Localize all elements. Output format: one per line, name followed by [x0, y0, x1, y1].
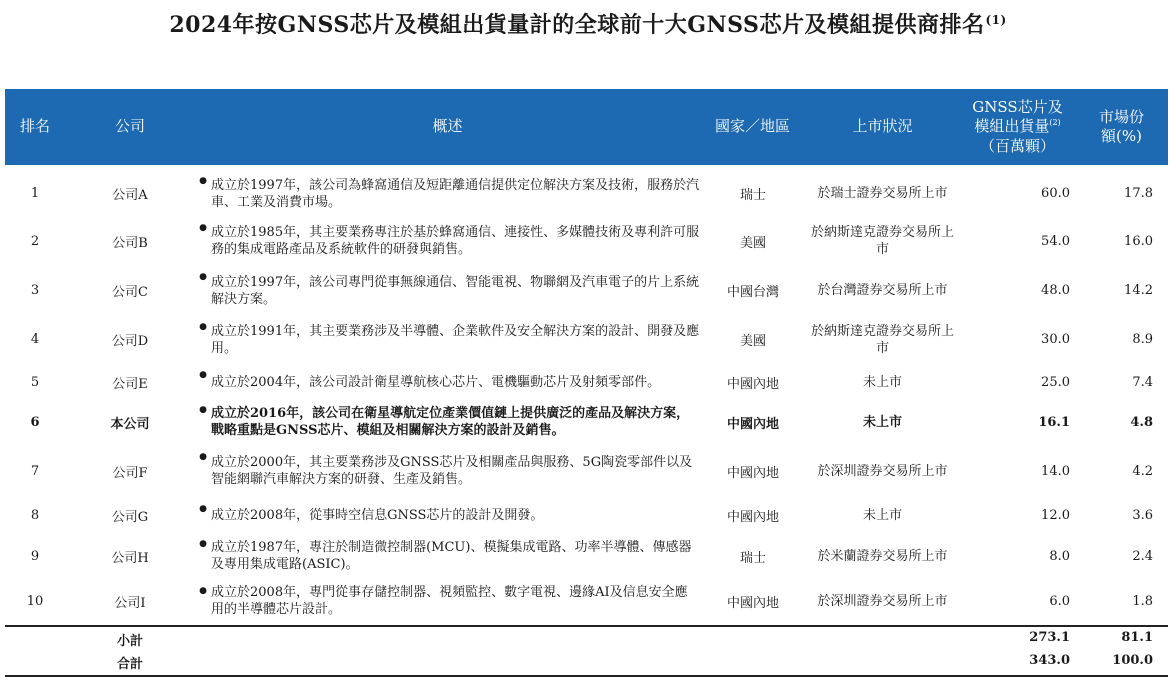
- table-header: [5, 89, 1168, 165]
- table-row: [5, 219, 1168, 263]
- description-text: 成立於2016年，該公司在衛星導航定位產業價值鏈上提供廣泛的產品及解決方案，戰略重點是GNSS芯片、模組及相關解決方案的設計及銷售。: [211, 406, 690, 438]
- description-text: 成立於2000年，其主要業務涉及GNSS芯片及相關產品與服務、5G陶瓷零部件以及智能網聯汽車解決方案的研發、生產及銷售。: [211, 455, 693, 487]
- rank-cell: 6: [30, 414, 40, 430]
- header-listing: 上市狀況: [852, 117, 913, 136]
- bullet-icon: ●: [199, 539, 207, 549]
- listing-cell: 未上市: [862, 507, 902, 523]
- table-row: [5, 448, 1168, 494]
- description-cell: [195, 268, 700, 313]
- listing-cell: 於深圳證券交易所上市: [817, 593, 948, 609]
- description-text: 成立於1997年，該公司專門從事無線通信、智能電視、物聯網及汽車電子的片上系統解決方案。: [211, 274, 700, 307]
- shipment-cell: 6.0: [1049, 593, 1070, 609]
- header-company: 公司: [114, 117, 145, 136]
- listing-cell: 於米蘭證券交易所上市: [817, 548, 948, 564]
- description-text: 成立於1985年，其主要業務專注於基於蜂窩通信、連接性、多媒體技術及專利許可服務的集成電路產品及系統軟件的研發與銷售。: [211, 225, 700, 257]
- header-share-line1: 市場份: [1098, 107, 1144, 126]
- header-shipment: [960, 89, 1075, 165]
- title-footnote: (1): [985, 12, 1007, 27]
- bullet-icon: ●: [199, 452, 207, 462]
- table-row: [5, 582, 1168, 620]
- subtotal-row: [5, 627, 1168, 649]
- title-text: 2024年按GNSS芯片及模組出貨量計的全球前十大GNSS芯片及模組提供商排名: [169, 12, 985, 38]
- total-row: [5, 650, 1168, 672]
- share-cell: 2.4: [1132, 548, 1153, 564]
- bullet-icon: ●: [199, 370, 207, 380]
- company-cell: 公司F: [112, 465, 148, 481]
- share-cell: 3.6: [1132, 507, 1153, 523]
- header-shipment-line2: 模組出貨量: [974, 117, 1050, 136]
- region-cell: 中國內地: [726, 595, 779, 611]
- description-cell: [195, 448, 700, 494]
- share-cell: 4.2: [1132, 463, 1153, 479]
- total-rule: [5, 675, 1168, 677]
- shipment-cell: 12.0: [1041, 507, 1070, 523]
- shipment-cell: 54.0: [1041, 233, 1070, 249]
- listing-cell: 於瑞士證券交易所上市: [817, 186, 948, 201]
- header-share-line2: 額(%): [1101, 127, 1142, 145]
- rank-cell: 7: [30, 463, 40, 479]
- total-shipment: 343.0: [1029, 653, 1070, 668]
- bullet-icon: ●: [199, 272, 207, 282]
- region-cell: 美國: [739, 235, 766, 251]
- rank-cell: 1: [30, 186, 40, 201]
- share-cell: 17.8: [1124, 186, 1153, 201]
- header-share: [1075, 89, 1168, 165]
- table-row: [5, 268, 1168, 313]
- region-cell: 中國內地: [726, 416, 779, 432]
- subtotal-share: 81.1: [1121, 630, 1153, 645]
- description-text: 成立於1997年，該公司為蜂窩通信及短距離通信提供定位解決方案及技術，服務於汽車、工業及消費市場。: [211, 177, 700, 210]
- subtotal-shipment: 273.1: [1029, 630, 1070, 645]
- listing-cell: 於納斯達克證券交易所上市: [810, 323, 954, 356]
- bullet-icon: ●: [199, 405, 207, 415]
- region-cell: 中國內地: [726, 376, 779, 392]
- header-region: 國家／地區: [714, 117, 790, 136]
- company-cell: 公司B: [112, 235, 148, 251]
- company-cell: 本公司: [110, 416, 150, 432]
- region-cell: 中國內地: [726, 509, 779, 525]
- shipment-cell: 25.0: [1041, 374, 1070, 390]
- company-cell: 公司G: [111, 509, 149, 525]
- region-cell: 中國內地: [726, 465, 779, 481]
- listing-cell: 未上市: [862, 374, 902, 390]
- company-cell: 公司I: [114, 595, 146, 611]
- bullet-icon: ●: [199, 322, 207, 332]
- description-text: 成立於1987年，專注於制造微控制器(MCU)、模擬集成電路、功率半導體、傳感器及專用集成電路(ASIC)。: [211, 540, 692, 572]
- shipment-cell: 8.0: [1049, 548, 1070, 564]
- description-text: 成立於2008年，從事時空信息GNSS芯片的設計及開發。: [211, 507, 544, 523]
- listing-cell: 於納斯達克證券交易所上市: [810, 225, 954, 257]
- company-cell: 公司E: [112, 376, 148, 392]
- share-cell: 8.9: [1132, 332, 1153, 347]
- description-cell: [195, 366, 700, 398]
- description-cell: [195, 500, 700, 530]
- shipment-cell: 30.0: [1041, 332, 1070, 347]
- region-cell: 美國: [739, 334, 766, 349]
- bullet-icon: ●: [199, 176, 207, 186]
- company-cell: 公司A: [112, 188, 148, 203]
- rank-cell: 3: [30, 283, 40, 298]
- company-cell: 公司H: [111, 550, 149, 566]
- company-cell: 公司D: [111, 334, 149, 349]
- table-row: [5, 500, 1168, 530]
- description-cell: [195, 535, 700, 577]
- shipment-cell: 48.0: [1041, 283, 1070, 298]
- rank-cell: 5: [30, 374, 40, 390]
- total-share: 100.0: [1112, 653, 1153, 668]
- rank-cell: 4: [30, 332, 40, 347]
- table-row: [5, 366, 1168, 398]
- listing-cell: 於台灣證券交易所上市: [817, 283, 948, 298]
- rank-cell: 9: [30, 548, 40, 564]
- listing-cell: 未上市: [862, 414, 902, 430]
- region-cell: 瑞士: [739, 550, 766, 566]
- description-cell: [195, 219, 700, 263]
- share-cell: 1.8: [1132, 593, 1153, 609]
- page-title: [0, 8, 1176, 39]
- header-shipment-line1: GNSS芯片及: [972, 97, 1063, 116]
- description-cell: [195, 401, 700, 443]
- company-cell: 公司C: [112, 285, 148, 300]
- region-cell: 瑞士: [739, 188, 766, 203]
- header-shipment-line3: （百萬顆）: [979, 136, 1055, 155]
- share-cell: 14.2: [1124, 283, 1153, 298]
- description-cell: [195, 318, 700, 361]
- header-shipment-note: (2): [1049, 118, 1061, 128]
- description-cell: [195, 172, 700, 215]
- share-cell: 16.0: [1124, 233, 1153, 249]
- subtotal-label: 小計: [116, 634, 143, 649]
- rank-cell: 2: [30, 233, 40, 249]
- region-cell: 中國台灣: [726, 285, 779, 300]
- bullet-icon: ●: [199, 504, 207, 514]
- rank-cell: 10: [26, 593, 44, 609]
- table-row: [5, 318, 1168, 361]
- description-text: 成立於2008年，專門從事存儲控制器、視頻監控、數字電視、邊緣AI及信息安全應用的半導體芯片設計。: [211, 585, 688, 617]
- share-cell: 7.4: [1132, 374, 1153, 390]
- shipment-cell: 16.1: [1038, 414, 1070, 430]
- description-cell: [195, 582, 700, 620]
- bullet-icon: ●: [199, 223, 207, 233]
- header-description: 概述: [432, 117, 463, 136]
- shipment-cell: 14.0: [1041, 463, 1070, 479]
- header-rank: 排名: [19, 117, 50, 136]
- description-text: 成立於1991年，其主要業務涉及半導體、企業軟件及安全解決方案的設計、開發及應用。: [211, 323, 700, 356]
- share-cell: 4.8: [1130, 414, 1153, 430]
- table-row: [5, 401, 1168, 443]
- table-row: [5, 172, 1168, 215]
- rank-cell: 8: [30, 507, 40, 523]
- listing-cell: 於深圳證券交易所上市: [817, 463, 948, 479]
- description-text: 成立於2004年，該公司設計衛星導航核心芯片、電機驅動芯片及射頻零部件。: [211, 374, 661, 390]
- table-row: [5, 535, 1168, 577]
- bullet-icon: ●: [199, 586, 207, 596]
- shipment-cell: 60.0: [1041, 186, 1070, 201]
- total-label: 合計: [116, 657, 143, 672]
